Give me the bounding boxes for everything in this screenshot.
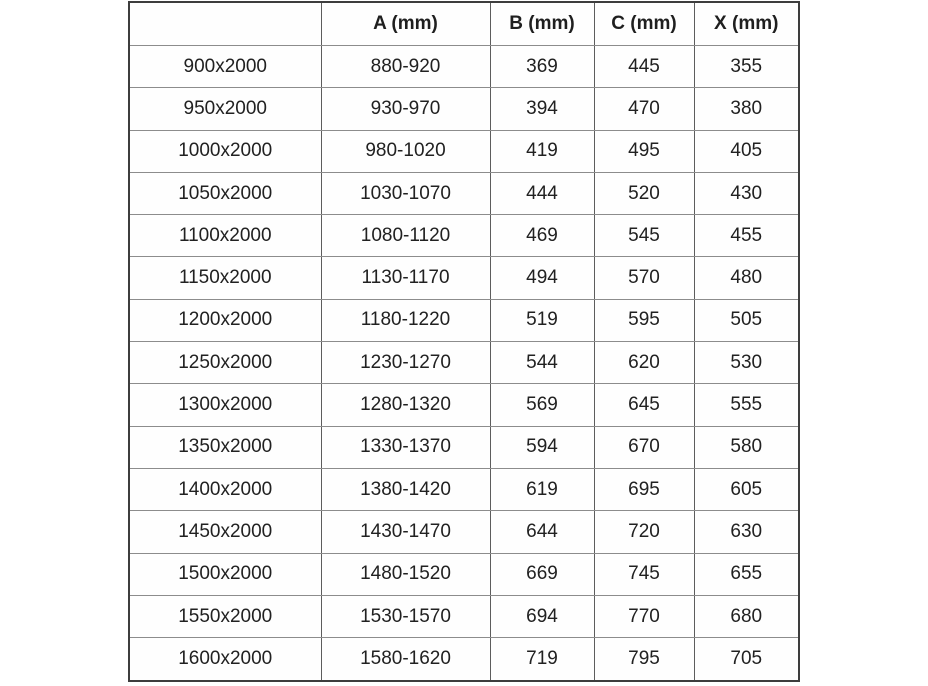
cell-b-mm: 694 [490, 595, 594, 637]
cell-size: 950x2000 [129, 88, 321, 130]
cell-size: 1550x2000 [129, 595, 321, 637]
cell-b-mm: 519 [490, 299, 594, 341]
cell-x-mm: 630 [694, 511, 799, 553]
cell-b-mm: 444 [490, 172, 594, 214]
cell-x-mm: 530 [694, 342, 799, 384]
table-row [129, 215, 799, 257]
cell-b-mm: 669 [490, 553, 594, 595]
cell-size: 1500x2000 [129, 553, 321, 595]
table-row [129, 595, 799, 637]
cell-x-mm: 455 [694, 215, 799, 257]
table-row [129, 46, 799, 88]
cell-a-mm: 1330-1370 [321, 426, 490, 468]
cell-c-mm: 495 [594, 130, 694, 172]
table-row [129, 342, 799, 384]
dimensions-table [128, 1, 800, 682]
cell-c-mm: 695 [594, 468, 694, 510]
cell-x-mm: 555 [694, 384, 799, 426]
table-row [129, 88, 799, 130]
cell-x-mm: 605 [694, 468, 799, 510]
cell-b-mm: 369 [490, 46, 594, 88]
column-header-b-mm: B (mm) [490, 2, 594, 46]
cell-c-mm: 770 [594, 595, 694, 637]
table-row [129, 511, 799, 553]
cell-b-mm: 544 [490, 342, 594, 384]
cell-b-mm: 569 [490, 384, 594, 426]
table-row [129, 299, 799, 341]
column-header-c-mm: C (mm) [594, 2, 694, 46]
cell-b-mm: 494 [490, 257, 594, 299]
column-header-size [129, 2, 321, 46]
cell-b-mm: 469 [490, 215, 594, 257]
column-header-a-mm: A (mm) [321, 2, 490, 46]
cell-c-mm: 745 [594, 553, 694, 595]
cell-size: 1100x2000 [129, 215, 321, 257]
cell-size: 1200x2000 [129, 299, 321, 341]
cell-c-mm: 545 [594, 215, 694, 257]
cell-b-mm: 394 [490, 88, 594, 130]
table-row [129, 130, 799, 172]
cell-size: 1400x2000 [129, 468, 321, 510]
cell-b-mm: 719 [490, 638, 594, 681]
cell-size: 1600x2000 [129, 638, 321, 681]
cell-a-mm: 1130-1170 [321, 257, 490, 299]
header-row [129, 2, 799, 46]
cell-c-mm: 520 [594, 172, 694, 214]
cell-a-mm: 1230-1270 [321, 342, 490, 384]
cell-size: 1150x2000 [129, 257, 321, 299]
table-row [129, 553, 799, 595]
cell-a-mm: 1530-1570 [321, 595, 490, 637]
cell-size: 1050x2000 [129, 172, 321, 214]
cell-x-mm: 430 [694, 172, 799, 214]
cell-c-mm: 620 [594, 342, 694, 384]
cell-a-mm: 1580-1620 [321, 638, 490, 681]
table-row [129, 426, 799, 468]
cell-c-mm: 445 [594, 46, 694, 88]
cell-size: 1250x2000 [129, 342, 321, 384]
column-header-x-mm: X (mm) [694, 2, 799, 46]
cell-x-mm: 405 [694, 130, 799, 172]
cell-a-mm: 1380-1420 [321, 468, 490, 510]
cell-c-mm: 670 [594, 426, 694, 468]
cell-a-mm: 980-1020 [321, 130, 490, 172]
cell-x-mm: 680 [694, 595, 799, 637]
cell-size: 1300x2000 [129, 384, 321, 426]
cell-c-mm: 720 [594, 511, 694, 553]
cell-x-mm: 505 [694, 299, 799, 341]
cell-c-mm: 470 [594, 88, 694, 130]
table-row [129, 384, 799, 426]
table-row [129, 468, 799, 510]
cell-c-mm: 795 [594, 638, 694, 681]
cell-x-mm: 380 [694, 88, 799, 130]
cell-a-mm: 880-920 [321, 46, 490, 88]
table-body [129, 46, 799, 682]
cell-x-mm: 705 [694, 638, 799, 681]
cell-a-mm: 1080-1120 [321, 215, 490, 257]
cell-a-mm: 1480-1520 [321, 553, 490, 595]
cell-a-mm: 1180-1220 [321, 299, 490, 341]
cell-c-mm: 645 [594, 384, 694, 426]
cell-a-mm: 1430-1470 [321, 511, 490, 553]
cell-x-mm: 480 [694, 257, 799, 299]
cell-size: 1450x2000 [129, 511, 321, 553]
cell-a-mm: 930-970 [321, 88, 490, 130]
cell-x-mm: 580 [694, 426, 799, 468]
cell-size: 900x2000 [129, 46, 321, 88]
table-row [129, 172, 799, 214]
cell-c-mm: 570 [594, 257, 694, 299]
cell-size: 1350x2000 [129, 426, 321, 468]
cell-x-mm: 655 [694, 553, 799, 595]
cell-a-mm: 1280-1320 [321, 384, 490, 426]
table-row [129, 257, 799, 299]
cell-b-mm: 594 [490, 426, 594, 468]
cell-x-mm: 355 [694, 46, 799, 88]
cell-b-mm: 619 [490, 468, 594, 510]
cell-size: 1000x2000 [129, 130, 321, 172]
cell-c-mm: 595 [594, 299, 694, 341]
cell-b-mm: 419 [490, 130, 594, 172]
cell-b-mm: 644 [490, 511, 594, 553]
cell-a-mm: 1030-1070 [321, 172, 490, 214]
table-row [129, 638, 799, 681]
